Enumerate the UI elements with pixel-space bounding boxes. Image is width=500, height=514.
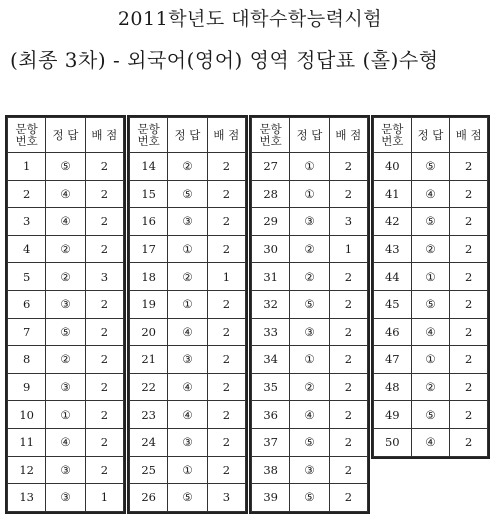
answer-choice: ②	[290, 373, 329, 401]
answer-choice: ⑤	[411, 290, 450, 318]
table-row	[130, 290, 246, 318]
answer-choice: ⑤	[46, 153, 85, 181]
table-row	[8, 346, 124, 374]
answer-choice: ④	[46, 208, 85, 236]
question-number: 2	[8, 180, 46, 208]
table-row	[8, 318, 124, 346]
table-row	[374, 235, 488, 263]
answer-choice: ②	[46, 346, 85, 374]
table-row	[374, 373, 488, 401]
answer-choice: ②	[411, 373, 450, 401]
question-number: 4	[8, 235, 46, 263]
point-value: 2	[329, 263, 367, 291]
answer-choice: ③	[168, 428, 207, 456]
header-question: 문항 번호	[374, 118, 412, 153]
answer-choice: ③	[290, 456, 329, 484]
header-answer: 정 답	[290, 118, 329, 153]
point-value: 2	[329, 428, 367, 456]
question-number: 15	[130, 180, 168, 208]
answer-choice: ⑤	[168, 484, 207, 512]
question-number: 19	[130, 290, 168, 318]
table-row	[374, 290, 488, 318]
question-number: 10	[8, 401, 46, 429]
question-number: 40	[374, 153, 412, 181]
point-value: 3	[85, 263, 123, 291]
point-value: 2	[207, 346, 245, 374]
question-number: 30	[252, 235, 290, 263]
header-row	[130, 118, 246, 153]
question-number: 5	[8, 263, 46, 291]
answer-choice: ②	[46, 235, 85, 263]
question-number: 32	[252, 290, 290, 318]
question-number: 34	[252, 346, 290, 374]
table-row	[8, 401, 124, 429]
point-value: 2	[207, 373, 245, 401]
point-value: 2	[207, 318, 245, 346]
point-value: 1	[85, 484, 123, 512]
point-value: 2	[329, 318, 367, 346]
header-row	[8, 118, 124, 153]
table-row	[374, 263, 488, 291]
table-row	[374, 318, 488, 346]
answer-choice: ②	[411, 235, 450, 263]
table-row	[130, 456, 246, 484]
question-number: 28	[252, 180, 290, 208]
table-row	[252, 401, 368, 429]
answer-choice: ④	[46, 428, 85, 456]
table-row	[252, 318, 368, 346]
table-row	[8, 208, 124, 236]
point-value: 1	[207, 263, 245, 291]
table-row	[130, 428, 246, 456]
question-number: 39	[252, 484, 290, 512]
question-number: 31	[252, 263, 290, 291]
header-points: 배 점	[450, 118, 488, 153]
table-row	[8, 373, 124, 401]
answer-choice: ③	[168, 208, 207, 236]
point-value: 2	[450, 290, 488, 318]
question-number: 33	[252, 318, 290, 346]
point-value: 2	[450, 373, 488, 401]
header-answer: 정 답	[46, 118, 85, 153]
question-number: 25	[130, 456, 168, 484]
answer-choice: ④	[290, 401, 329, 429]
point-value: 2	[329, 346, 367, 374]
table-row	[252, 235, 368, 263]
question-number: 27	[252, 153, 290, 181]
question-number: 35	[252, 373, 290, 401]
question-number: 14	[130, 153, 168, 181]
point-value: 2	[329, 373, 367, 401]
point-value: 2	[329, 290, 367, 318]
answer-choice: ②	[290, 263, 329, 291]
question-number: 37	[252, 428, 290, 456]
document-subtitle: (최종 3차) - 외국어(영어) 영역 정답표 (홀)수형	[10, 48, 439, 72]
answer-choice: ①	[411, 346, 450, 374]
table-row	[252, 346, 368, 374]
answer-choice: ③	[46, 484, 85, 512]
header-answer: 정 답	[411, 118, 450, 153]
point-value: 2	[85, 401, 123, 429]
point-value: 2	[450, 153, 488, 181]
answer-choice: ⑤	[411, 401, 450, 429]
point-value: 3	[207, 484, 245, 512]
table-row	[374, 346, 488, 374]
table-row	[252, 428, 368, 456]
point-value: 2	[329, 153, 367, 181]
answer-rows-4	[374, 153, 488, 457]
question-number: 47	[374, 346, 412, 374]
point-value: 2	[207, 456, 245, 484]
point-value: 2	[207, 290, 245, 318]
question-number: 21	[130, 346, 168, 374]
question-number: 23	[130, 401, 168, 429]
question-number: 46	[374, 318, 412, 346]
answer-choice: ①	[168, 235, 207, 263]
table-row	[252, 263, 368, 291]
table-row	[252, 208, 368, 236]
point-value: 2	[85, 153, 123, 181]
question-number: 49	[374, 401, 412, 429]
header-question: 문항 번호	[8, 118, 46, 153]
question-number: 3	[8, 208, 46, 236]
point-value: 2	[207, 208, 245, 236]
table-row	[8, 263, 124, 291]
point-value: 2	[450, 401, 488, 429]
answer-choice: ①	[168, 456, 207, 484]
table-row	[130, 263, 246, 291]
table-row	[8, 456, 124, 484]
answer-table-1	[7, 117, 124, 512]
table-row	[8, 290, 124, 318]
answer-choice: ⑤	[46, 318, 85, 346]
answer-choice: ①	[290, 180, 329, 208]
table-row	[130, 235, 246, 263]
answer-choice: ④	[168, 373, 207, 401]
answer-choice: ③	[290, 318, 329, 346]
table-row	[8, 428, 124, 456]
answer-rows-1	[8, 153, 124, 512]
point-value: 2	[207, 180, 245, 208]
table-row	[374, 153, 488, 181]
question-number: 24	[130, 428, 168, 456]
point-value: 2	[85, 290, 123, 318]
answer-choice: ①	[168, 290, 207, 318]
point-value: 2	[207, 401, 245, 429]
point-value: 2	[450, 235, 488, 263]
point-value: 2	[85, 456, 123, 484]
table-row	[8, 153, 124, 181]
answer-choice: ②	[290, 235, 329, 263]
point-value: 2	[207, 428, 245, 456]
table-row	[252, 373, 368, 401]
point-value: 2	[85, 428, 123, 456]
answer-choice: ③	[168, 346, 207, 374]
point-value: 2	[207, 153, 245, 181]
header-points: 배 점	[85, 118, 123, 153]
answer-choice: ②	[168, 263, 207, 291]
answer-choice: ④	[168, 318, 207, 346]
question-number: 1	[8, 153, 46, 181]
answer-choice: ④	[411, 180, 450, 208]
answer-choice: ②	[168, 153, 207, 181]
answer-block-2	[127, 115, 248, 514]
answer-choice: ①	[290, 153, 329, 181]
answer-rows-2	[130, 153, 246, 512]
question-number: 44	[374, 263, 412, 291]
answer-choice: ①	[411, 263, 450, 291]
answer-choice: ④	[411, 318, 450, 346]
point-value: 2	[329, 180, 367, 208]
question-number: 41	[374, 180, 412, 208]
point-value: 2	[450, 208, 488, 236]
point-value: 2	[207, 235, 245, 263]
question-number: 48	[374, 373, 412, 401]
table-row	[8, 180, 124, 208]
answer-choice: ⑤	[290, 290, 329, 318]
answer-choice: ③	[46, 456, 85, 484]
table-row	[374, 401, 488, 429]
question-number: 42	[374, 208, 412, 236]
point-value: 2	[450, 318, 488, 346]
table-row	[252, 153, 368, 181]
point-value: 2	[450, 180, 488, 208]
point-value: 2	[85, 180, 123, 208]
table-row	[8, 484, 124, 512]
table-row	[374, 208, 488, 236]
table-row	[130, 346, 246, 374]
question-number: 22	[130, 373, 168, 401]
answer-table-2	[129, 117, 246, 512]
answer-choice: ③	[290, 208, 329, 236]
document-title: 2011학년도 대학수학능력시험	[117, 8, 383, 30]
table-row	[130, 208, 246, 236]
point-value: 2	[329, 484, 367, 512]
point-value: 2	[450, 346, 488, 374]
table-row	[252, 290, 368, 318]
question-number: 29	[252, 208, 290, 236]
question-number: 7	[8, 318, 46, 346]
header-question: 문항 번호	[130, 118, 168, 153]
question-number: 13	[8, 484, 46, 512]
answer-block-1	[5, 115, 126, 514]
question-number: 12	[8, 456, 46, 484]
answer-choice: ③	[46, 290, 85, 318]
question-number: 9	[8, 373, 46, 401]
question-number: 11	[8, 428, 46, 456]
point-value: 1	[329, 235, 367, 263]
point-value: 2	[329, 456, 367, 484]
answer-rows-3	[252, 153, 368, 512]
point-value: 2	[85, 346, 123, 374]
header-points: 배 점	[207, 118, 245, 153]
answer-choice: ④	[46, 180, 85, 208]
table-row	[130, 180, 246, 208]
point-value: 2	[85, 318, 123, 346]
question-number: 16	[130, 208, 168, 236]
point-value: 2	[450, 263, 488, 291]
answer-choice: ⑤	[168, 180, 207, 208]
question-number: 36	[252, 401, 290, 429]
answer-choice: ④	[168, 401, 207, 429]
answer-table-4	[373, 117, 488, 457]
header-row	[374, 118, 488, 153]
answer-choice: ①	[46, 401, 85, 429]
question-number: 8	[8, 346, 46, 374]
question-number: 26	[130, 484, 168, 512]
header-points: 배 점	[329, 118, 367, 153]
point-value: 2	[329, 401, 367, 429]
table-row	[130, 484, 246, 512]
table-row	[374, 180, 488, 208]
question-number: 6	[8, 290, 46, 318]
answer-choice: ⑤	[411, 153, 450, 181]
header-answer: 정 답	[168, 118, 207, 153]
table-row	[252, 180, 368, 208]
answer-table-3	[251, 117, 368, 512]
answer-choice: ①	[290, 346, 329, 374]
table-row	[8, 235, 124, 263]
table-row	[130, 373, 246, 401]
answer-block-3	[249, 115, 370, 514]
header-row	[252, 118, 368, 153]
header-question: 문항 번호	[252, 118, 290, 153]
answer-choice: ③	[46, 373, 85, 401]
answer-choice: ⑤	[411, 208, 450, 236]
table-row	[252, 456, 368, 484]
point-value: 2	[85, 208, 123, 236]
table-row	[252, 484, 368, 512]
point-value: 3	[329, 208, 367, 236]
question-number: 20	[130, 318, 168, 346]
question-number: 50	[374, 428, 412, 456]
point-value: 2	[450, 428, 488, 456]
answer-key-grid	[5, 115, 482, 505]
answer-choice: ②	[46, 263, 85, 291]
table-row	[130, 401, 246, 429]
answer-block-4	[371, 115, 490, 459]
question-number: 17	[130, 235, 168, 263]
answer-choice: ⑤	[290, 484, 329, 512]
question-number: 43	[374, 235, 412, 263]
point-value: 2	[85, 235, 123, 263]
question-number: 45	[374, 290, 412, 318]
table-row	[130, 153, 246, 181]
table-row	[374, 428, 488, 456]
answer-choice: ④	[411, 428, 450, 456]
question-number: 18	[130, 263, 168, 291]
point-value: 2	[85, 373, 123, 401]
answer-choice: ⑤	[290, 428, 329, 456]
question-number: 38	[252, 456, 290, 484]
table-row	[130, 318, 246, 346]
